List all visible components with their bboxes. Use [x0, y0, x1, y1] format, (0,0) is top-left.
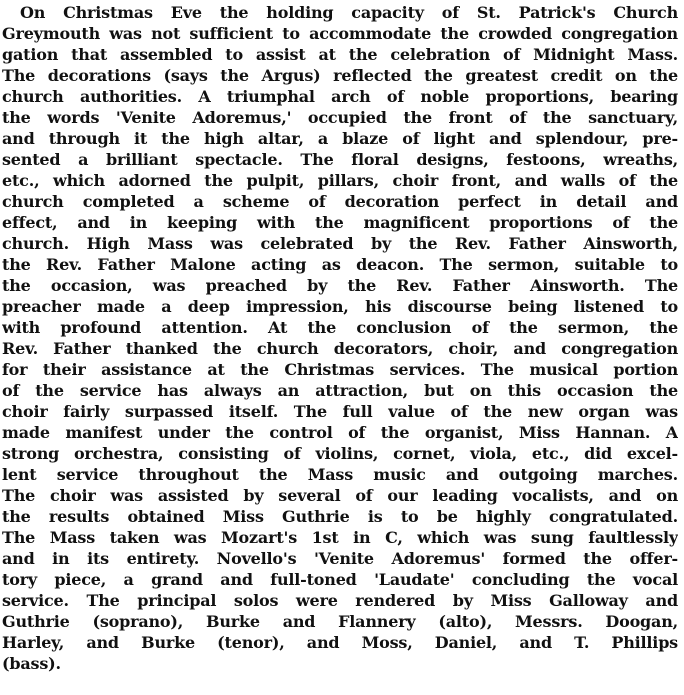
- article-line: and in its entirety. Novello's 'Venite Adoremus' formed the offer-: [2, 549, 678, 568]
- article-line: strong orchestra, consisting of violins, cornet, viola, etc., did excel-: [2, 444, 678, 463]
- article-line: etc., which adorned the pulpit, pillars, choir front, and walls of the: [2, 171, 678, 190]
- article-line: lent service throughout the Mass music and outgoing marches.: [2, 465, 678, 484]
- article-line: the words 'Venite Adoremus,' occupied the front of the sanctuary,: [2, 108, 678, 127]
- article-line: The decorations (says the Argus) reflected the greatest credit on the: [2, 66, 678, 85]
- article-line: the Rev. Father Malone acting as deacon. The sermon, suitable to: [2, 255, 678, 274]
- article-line: service. The principal solos were rendered by Miss Galloway and: [2, 591, 678, 610]
- article-line: and through it the high altar, a blaze of light and splendour, pre-: [2, 129, 678, 148]
- article-line: church completed a scheme of decoration perfect in detail and: [2, 192, 678, 211]
- article-line: the results obtained Miss Guthrie is to be highly congratulated.: [2, 507, 678, 526]
- article-line: On Christmas Eve the holding capacity of St. Patrick's Church: [20, 3, 678, 22]
- article-line: the occasion, was preached by the Rev. Father Ainsworth. The: [2, 276, 678, 295]
- article-line: Rev. Father thanked the church decorators, choir, and congregation: [2, 339, 678, 358]
- article-line: church. High Mass was celebrated by the Rev. Father Ainsworth,: [2, 234, 678, 253]
- article-line: Guthrie (soprano), Burke and Flannery (alto), Messrs. Doogan,: [2, 612, 678, 631]
- article-line: with profound attention. At the conclusion of the sermon, the: [2, 318, 678, 337]
- article-line: The choir was assisted by several of our leading vocalists, and on: [2, 486, 678, 505]
- article-line: gation that assembled to assist at the celebration of Midnight Mass.: [2, 45, 678, 64]
- article-line: effect, and in keeping with the magnificent proportions of the: [2, 213, 678, 232]
- article-line: church authorities. A triumphal arch of noble proportions, bearing: [2, 87, 678, 106]
- article-line: tory piece, a grand and full-toned 'Laudate' concluding the vocal: [2, 570, 678, 589]
- article-line: Greymouth was not sufficient to accommodate the crowded congregation: [2, 24, 678, 43]
- article-line: made manifest under the control of the organist, Miss Hannan. A: [2, 423, 678, 442]
- article-line: The Mass taken was Mozart's 1st in C, which was sung faultlessly: [2, 528, 678, 547]
- article-line: for their assistance at the Christmas services. The musical portion: [2, 360, 678, 379]
- article-line: preacher made a deep impression, his discourse being listened to: [2, 297, 678, 316]
- article-line: of the service has always an attraction, but on this occasion the: [2, 381, 678, 400]
- article-line: choir fairly surpassed itself. The full value of the new organ was: [2, 402, 678, 421]
- article-line: Harley, and Burke (tenor), and Moss, Daniel, and T. Phillips: [2, 633, 678, 652]
- article-line: sented a brilliant spectacle. The floral designs, festoons, wreaths,: [2, 150, 678, 169]
- article-line: (bass).: [2, 654, 61, 673]
